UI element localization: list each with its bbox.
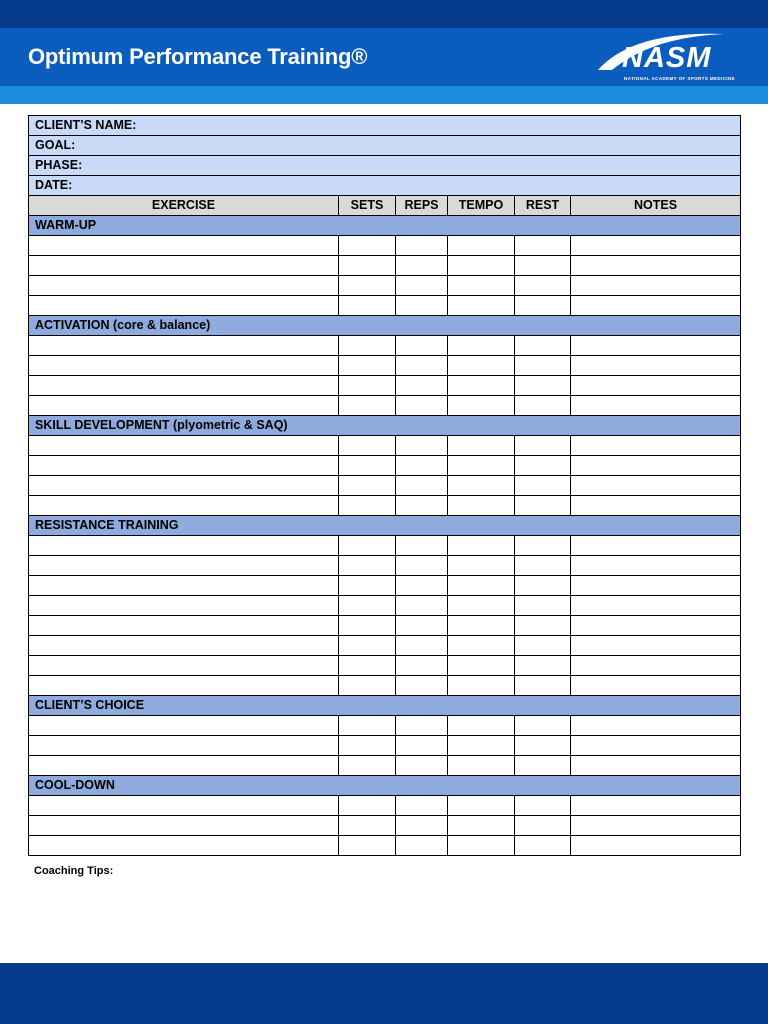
form-cell-notes[interactable] xyxy=(571,476,741,496)
form-cell-exercise[interactable] xyxy=(29,256,339,276)
form-cell-rest[interactable] xyxy=(515,536,571,556)
form-cell-sets[interactable] xyxy=(339,456,396,476)
exercise-row xyxy=(29,716,741,736)
form-cell-notes[interactable] xyxy=(571,436,741,456)
exercise-row xyxy=(29,476,741,496)
form-cell-notes[interactable] xyxy=(571,536,741,556)
info-row xyxy=(29,116,741,136)
form-cell-tempo[interactable] xyxy=(448,436,515,456)
section-header-row xyxy=(29,516,741,536)
form-cell-tempo[interactable] xyxy=(448,376,515,396)
form-cell-reps[interactable] xyxy=(396,256,448,276)
form-cell-tempo[interactable] xyxy=(448,536,515,556)
form-cell-exercise[interactable] xyxy=(29,736,339,756)
form-cell-sets[interactable] xyxy=(339,836,396,856)
form-cell-reps[interactable] xyxy=(396,496,448,516)
exercise-row xyxy=(29,596,741,616)
form-cell-exercise[interactable] xyxy=(29,496,339,516)
form-cell-exercise[interactable] xyxy=(29,536,339,556)
form-cell-tempo[interactable] xyxy=(448,756,515,776)
section-header-row xyxy=(29,416,741,436)
form-cell-tempo[interactable] xyxy=(448,396,515,416)
form-cell-sets[interactable] xyxy=(339,616,396,636)
exercise-row xyxy=(29,536,741,556)
exercise-row xyxy=(29,836,741,856)
form-cell-exercise[interactable] xyxy=(29,376,339,396)
exercise-row xyxy=(29,616,741,636)
form-cell-tempo[interactable] xyxy=(448,236,515,256)
form-cell-rest[interactable] xyxy=(515,676,571,696)
form-cell-tempo[interactable] xyxy=(448,576,515,596)
form-cell-reps[interactable] xyxy=(396,536,448,556)
form-cell-sets[interactable] xyxy=(339,816,396,836)
form-cell-reps[interactable] xyxy=(396,596,448,616)
form-cell-sets[interactable] xyxy=(339,476,396,496)
exercise-row xyxy=(29,816,741,836)
form-cell-rest[interactable] xyxy=(515,616,571,636)
header-top-band xyxy=(0,0,768,28)
form-cell-notes[interactable] xyxy=(571,816,741,836)
column-header-row xyxy=(29,196,741,216)
header-accent-band xyxy=(0,86,768,104)
form-cell-notes[interactable] xyxy=(571,616,741,636)
form-cell-sets[interactable] xyxy=(339,716,396,736)
form-cell-exercise[interactable] xyxy=(29,796,339,816)
form-cell-tempo[interactable] xyxy=(448,296,515,316)
form-cell-tempo[interactable] xyxy=(448,556,515,576)
form-cell-notes[interactable] xyxy=(571,556,741,576)
section-label: ACTIVATION (core & balance) xyxy=(29,316,741,336)
form-cell-sets[interactable] xyxy=(339,796,396,816)
form-cell-tempo[interactable] xyxy=(448,616,515,636)
form-cell-reps[interactable] xyxy=(396,336,448,356)
form-cell-rest[interactable] xyxy=(515,476,571,496)
form-cell-exercise[interactable] xyxy=(29,296,339,316)
footer-band xyxy=(0,963,768,1024)
form-cell-tempo[interactable] xyxy=(448,736,515,756)
form-cell-notes[interactable] xyxy=(571,676,741,696)
section-header-row xyxy=(29,316,741,336)
form-cell-rest[interactable] xyxy=(515,396,571,416)
form-cell-notes[interactable] xyxy=(571,576,741,596)
form-cell-exercise[interactable] xyxy=(29,336,339,356)
form-cell-rest[interactable] xyxy=(515,656,571,676)
form-cell-reps[interactable] xyxy=(396,716,448,736)
form-cell-rest[interactable] xyxy=(515,376,571,396)
form-cell-rest[interactable] xyxy=(515,256,571,276)
form-cell-reps[interactable] xyxy=(396,656,448,676)
form-cell-rest[interactable] xyxy=(515,336,571,356)
form-cell-sets[interactable] xyxy=(339,556,396,576)
form-cell-reps[interactable] xyxy=(396,476,448,496)
form-cell-reps[interactable] xyxy=(396,396,448,416)
form-cell-notes[interactable] xyxy=(571,396,741,416)
coaching-tips-label: Coaching Tips: xyxy=(34,865,114,877)
form-cell-reps[interactable] xyxy=(396,756,448,776)
form-cell-tempo[interactable] xyxy=(448,816,515,836)
section-header-row xyxy=(29,696,741,716)
info-row xyxy=(29,136,741,156)
column-header: TEMPO xyxy=(448,196,515,216)
exercise-row xyxy=(29,296,741,316)
form-cell-tempo[interactable] xyxy=(448,676,515,696)
form-cell-tempo[interactable] xyxy=(448,476,515,496)
form-cell-tempo[interactable] xyxy=(448,836,515,856)
form-cell-exercise[interactable] xyxy=(29,756,339,776)
form-cell-sets[interactable] xyxy=(339,656,396,676)
section-label: CLIENT’S CHOICE xyxy=(29,696,741,716)
form-cell-notes[interactable] xyxy=(571,456,741,476)
form-cell-notes[interactable] xyxy=(571,756,741,776)
column-header: NOTES xyxy=(571,196,741,216)
form-cell-exercise[interactable] xyxy=(29,576,339,596)
exercise-row xyxy=(29,236,741,256)
form-cell-sets[interactable] xyxy=(339,376,396,396)
form-cell-tempo[interactable] xyxy=(448,256,515,276)
form-cell-notes[interactable] xyxy=(571,236,741,256)
form-cell-reps[interactable] xyxy=(396,436,448,456)
form-cell-rest[interactable] xyxy=(515,436,571,456)
form-cell-notes[interactable] xyxy=(571,656,741,676)
form-cell-reps[interactable] xyxy=(396,676,448,696)
form-cell-exercise[interactable] xyxy=(29,356,339,376)
section-label: COOL-DOWN xyxy=(29,776,741,796)
form-cell-tempo[interactable] xyxy=(448,356,515,376)
form-cell-tempo[interactable] xyxy=(448,796,515,816)
form-cell-rest[interactable] xyxy=(515,716,571,736)
exercise-row xyxy=(29,796,741,816)
exercise-row xyxy=(29,636,741,656)
form-cell-rest[interactable] xyxy=(515,836,571,856)
form-cell-sets[interactable] xyxy=(339,396,396,416)
form-cell-exercise[interactable] xyxy=(29,556,339,576)
form-cell-sets[interactable] xyxy=(339,356,396,376)
info-field-label[interactable]: CLIENT’S NAME: xyxy=(29,116,741,136)
form-cell-exercise[interactable] xyxy=(29,456,339,476)
form-cell-notes[interactable] xyxy=(571,256,741,276)
form-cell-exercise[interactable] xyxy=(29,436,339,456)
form-cell-notes[interactable] xyxy=(571,596,741,616)
section-header-row xyxy=(29,216,741,236)
form-cell-sets[interactable] xyxy=(339,496,396,516)
form-cell-reps[interactable] xyxy=(396,456,448,476)
exercise-row xyxy=(29,276,741,296)
form-cell-exercise[interactable] xyxy=(29,656,339,676)
form-cell-exercise[interactable] xyxy=(29,616,339,636)
form-cell-reps[interactable] xyxy=(396,616,448,636)
form-cell-notes[interactable] xyxy=(571,716,741,736)
form-cell-exercise[interactable] xyxy=(29,476,339,496)
column-header: SETS xyxy=(339,196,396,216)
exercise-row xyxy=(29,456,741,476)
form-cell-reps[interactable] xyxy=(396,276,448,296)
form-cell-reps[interactable] xyxy=(396,796,448,816)
form-cell-rest[interactable] xyxy=(515,236,571,256)
page-title: Optimum Performance Training® xyxy=(28,44,368,69)
form-cell-rest[interactable] xyxy=(515,576,571,596)
form-cell-reps[interactable] xyxy=(396,236,448,256)
form-cell-reps[interactable] xyxy=(396,816,448,836)
form-cell-sets[interactable] xyxy=(339,756,396,776)
form-cell-rest[interactable] xyxy=(515,736,571,756)
form-cell-rest[interactable] xyxy=(515,496,571,516)
exercise-row xyxy=(29,656,741,676)
info-field-label[interactable]: PHASE: xyxy=(29,156,741,176)
form-cell-sets[interactable] xyxy=(339,576,396,596)
form-cell-rest[interactable] xyxy=(515,356,571,376)
form-cell-notes[interactable] xyxy=(571,356,741,376)
section-label: RESISTANCE TRAINING xyxy=(29,516,741,536)
form-cell-sets[interactable] xyxy=(339,256,396,276)
form-cell-exercise[interactable] xyxy=(29,716,339,736)
info-row xyxy=(29,156,741,176)
exercise-row xyxy=(29,676,741,696)
form-cell-notes[interactable] xyxy=(571,636,741,656)
info-field-label[interactable]: DATE: xyxy=(29,176,741,196)
form-cell-exercise[interactable] xyxy=(29,396,339,416)
form-cell-tempo[interactable] xyxy=(448,276,515,296)
form-cell-reps[interactable] xyxy=(396,296,448,316)
form-cell-sets[interactable] xyxy=(339,336,396,356)
form-cell-notes[interactable] xyxy=(571,736,741,756)
form-cell-reps[interactable] xyxy=(396,376,448,396)
exercise-row xyxy=(29,736,741,756)
form-cell-exercise[interactable] xyxy=(29,276,339,296)
form-cell-exercise[interactable] xyxy=(29,636,339,656)
form-cell-rest[interactable] xyxy=(515,816,571,836)
form-cell-sets[interactable] xyxy=(339,736,396,756)
section-label: WARM-UP xyxy=(29,216,741,236)
info-row xyxy=(29,176,741,196)
form-cell-tempo[interactable] xyxy=(448,336,515,356)
form-cell-rest[interactable] xyxy=(515,556,571,576)
form-cell-tempo[interactable] xyxy=(448,596,515,616)
form-cell-sets[interactable] xyxy=(339,676,396,696)
form-cell-sets[interactable] xyxy=(339,636,396,656)
form-cell-notes[interactable] xyxy=(571,836,741,856)
form-cell-notes[interactable] xyxy=(571,796,741,816)
nasm-logo xyxy=(594,30,738,86)
form-cell-rest[interactable] xyxy=(515,276,571,296)
form-cell-notes[interactable] xyxy=(571,296,741,316)
form-cell-notes[interactable] xyxy=(571,336,741,356)
section-label: SKILL DEVELOPMENT (plyometric & SAQ) xyxy=(29,416,741,436)
form-cell-notes[interactable] xyxy=(571,376,741,396)
exercise-row xyxy=(29,756,741,776)
form-cell-sets[interactable] xyxy=(339,236,396,256)
column-header: EXERCISE xyxy=(29,196,339,216)
form-cell-reps[interactable] xyxy=(396,356,448,376)
form-cell-sets[interactable] xyxy=(339,296,396,316)
form-cell-exercise[interactable] xyxy=(29,596,339,616)
form-cell-sets[interactable] xyxy=(339,436,396,456)
exercise-row xyxy=(29,396,741,416)
form-cell-sets[interactable] xyxy=(339,596,396,616)
logo-subtitle: NATIONAL ACADEMY OF SPORTS MEDICINE xyxy=(624,76,736,81)
form-cell-exercise[interactable] xyxy=(29,836,339,856)
form-cell-exercise[interactable] xyxy=(29,236,339,256)
form-cell-tempo[interactable] xyxy=(448,716,515,736)
exercise-row xyxy=(29,496,741,516)
form-cell-notes[interactable] xyxy=(571,276,741,296)
form-cell-rest[interactable] xyxy=(515,756,571,776)
form-cell-reps[interactable] xyxy=(396,576,448,596)
form-cell-rest[interactable] xyxy=(515,636,571,656)
form-cell-tempo[interactable] xyxy=(448,636,515,656)
column-header: REST xyxy=(515,196,571,216)
form-cell-sets[interactable] xyxy=(339,536,396,556)
form-cell-exercise[interactable] xyxy=(29,676,339,696)
exercise-row xyxy=(29,436,741,456)
logo-text: NASM xyxy=(622,42,712,74)
form-cell-reps[interactable] xyxy=(396,836,448,856)
exercise-row xyxy=(29,576,741,596)
exercise-row xyxy=(29,256,741,276)
form-cell-rest[interactable] xyxy=(515,596,571,616)
exercise-row xyxy=(29,376,741,396)
workout-form-table xyxy=(28,115,741,856)
form-cell-reps[interactable] xyxy=(396,636,448,656)
form-cell-notes[interactable] xyxy=(571,496,741,516)
exercise-row xyxy=(29,556,741,576)
form-cell-tempo[interactable] xyxy=(448,456,515,476)
form-cell-rest[interactable] xyxy=(515,296,571,316)
section-header-row xyxy=(29,776,741,796)
form-cell-reps[interactable] xyxy=(396,736,448,756)
form-cell-tempo[interactable] xyxy=(448,656,515,676)
form-cell-exercise[interactable] xyxy=(29,816,339,836)
exercise-row xyxy=(29,356,741,376)
exercise-row xyxy=(29,336,741,356)
form-cell-sets[interactable] xyxy=(339,276,396,296)
form-cell-rest[interactable] xyxy=(515,456,571,476)
form-cell-rest[interactable] xyxy=(515,796,571,816)
form-cell-tempo[interactable] xyxy=(448,496,515,516)
info-field-label[interactable]: GOAL: xyxy=(29,136,741,156)
form-cell-reps[interactable] xyxy=(396,556,448,576)
column-header: REPS xyxy=(396,196,448,216)
